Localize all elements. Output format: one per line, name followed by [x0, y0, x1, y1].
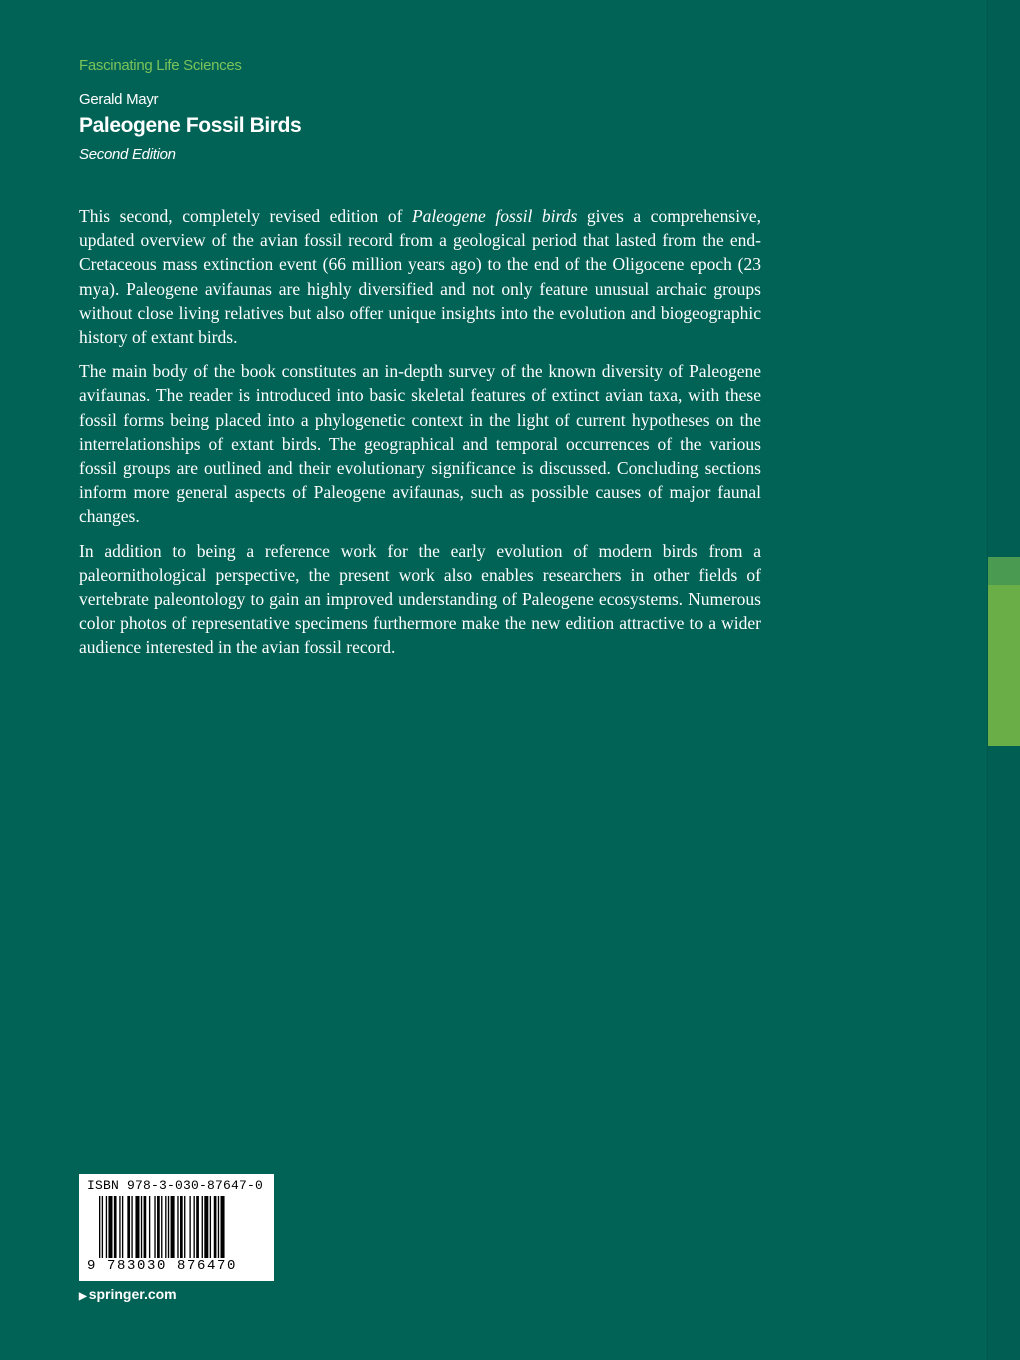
arrow-right-icon: ▶	[79, 1291, 87, 1302]
author-name: Gerald Mayr	[79, 91, 159, 108]
blurb	[79, 204, 761, 670]
barcode-digits	[87, 1258, 237, 1274]
isbn-barcode	[79, 1174, 274, 1281]
publisher-link[interactable]	[79, 1286, 177, 1302]
edition-label: Second Edition	[79, 146, 176, 163]
spine-tab-light	[988, 585, 1020, 746]
blurb-italic-title: Paleogene fossil birds	[411, 206, 578, 226]
blurb-text: gives a comprehensive, updated overview of the avian fossil record from a geological period that lasted from the end-Cretaceous mass extinction event (66 million years ago) to the end of the Oligocene epoch (23 mya). Paleogene avifaunas are highly diversified and not only feature unusual archaic groups without close living relatives but also offer unique insights into the evolution and biogeographic history of extant birds.	[79, 206, 761, 348]
isbn-label: ISBN 978-3-030-87647-0	[87, 1178, 264, 1193]
blurb-paragraph-2: The main body of the book constitutes an in-depth survey of the known diversity of Paleogene avifaunas. The reader is introduced into basic skeletal features of extinct avian taxa, with these fossil forms being placed into a phylogenetic context in the light of current hypotheses on the interrelationships of extant birds. The geographical and temporal occurrences of the various fossil groups are outlined and their evolutionary significance is discussed. Concluding sections inform more general aspects of Paleogene avifaunas, such as possible causes of major faunal changes.	[79, 361, 761, 527]
publisher-url: springer.com	[88, 1286, 177, 1302]
book-title: Paleogene Fossil Birds	[79, 114, 302, 137]
blurb-text: This second, completely revised edition of	[79, 206, 412, 226]
blurb-paragraph-3: In addition to being a reference work for the early evolution of modern birds from a paleornithological perspective, the present work also enables researchers in other fields of vertebrate paleontology to gain an improved understanding of Paleogene ecosystems. Numerous color photos of representative specimens furthermore make the new edition attractive to a wider audience interested in the avian fossil record.	[79, 540, 761, 658]
barcode-digits-text: 9 783030 876470	[87, 1258, 238, 1274]
blurb-paragraph-1	[79, 204, 761, 349]
spine-tab-dark	[988, 557, 1020, 585]
series-name: Fascinating Life Sciences	[79, 57, 242, 74]
